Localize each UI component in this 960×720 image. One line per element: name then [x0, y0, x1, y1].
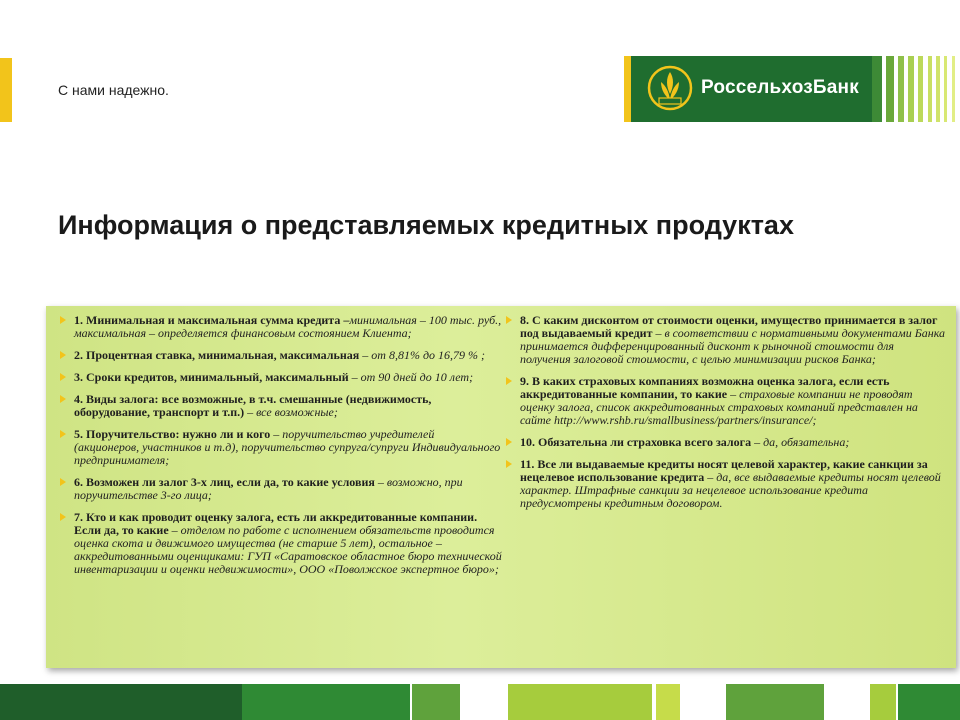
left-column [60, 314, 502, 585]
info-panel [46, 306, 956, 668]
list-item: 10. Обязательна ли страховка всего залога – да, обязательна; [506, 436, 946, 449]
list-item: 8. С каким дисконтом от стоимости оценки, имущество принимается в залог под выдаваемый кредит – в соответствии с нормативными документами Банка принимается дифференцированный дисконт к рыночной стоимости для получения залоговой стоимости, с целью минимизации рисков Банка; [506, 314, 946, 366]
list-item: 11. Все ли выдаваемые кредиты носят целевой характер, какие санкции за нецелевое использование кредита – да, все выдаваемые кредиты носят целевой характер. Штрафные санкции за нецелевое использование кредита предусмотрены кредитным договором. [506, 458, 946, 510]
page-title: Информация о представляемых кредитных продуктах [58, 210, 794, 240]
list-item: 4. Виды залога: все возможные, в т.ч. смешанные (недвижимость, оборудование, транспорт и т.п.) – все возможные; [60, 393, 502, 419]
list-item: 2. Процентная ставка, минимальная, максимальная – от 8,81% до 16,79 % ; [60, 349, 502, 362]
bullet-icon [60, 478, 66, 486]
bullet-icon [506, 377, 512, 385]
footer-color-bars [0, 684, 960, 720]
logo-text: РоссельхозБанк [701, 77, 859, 98]
tagline: С нами надежно. [58, 82, 169, 98]
bullet-icon [60, 395, 66, 403]
bullet-icon [60, 373, 66, 381]
list-item: 5. Поручительство: нужно ли и кого – поручительство учредителей (акционеров, участников и т.д), поручительство супруга/супруги Индивидуального предпринимателя; [60, 428, 502, 467]
bullet-icon [506, 460, 512, 468]
list-item: 3. Сроки кредитов, минимальный, максимальный – от 90 дней до 10 лет; [60, 371, 502, 384]
bullet-icon [60, 351, 66, 359]
bullet-icon [506, 438, 512, 446]
logo-box [624, 56, 872, 122]
bullet-icon [60, 513, 66, 521]
list-item: 1. Минимальная и максимальная сумма кредита –минимальная – 100 тыс. руб., максимальная – определяется финансовым состоянием Клиента; [60, 314, 502, 340]
bullet-icon [60, 430, 66, 438]
left-accent-bar [0, 58, 12, 122]
bullet-icon [506, 316, 512, 324]
right-column [506, 314, 946, 519]
bank-logo [624, 56, 960, 122]
list-item: 6. Возможен ли залог 3-х лиц, если да, то какие условия – возможно, при поручительстве 3-го лица; [60, 476, 502, 502]
bullet-icon [60, 316, 66, 324]
list-item: 9. В каких страховых компаниях возможна оценка залога, если есть аккредитованные компании, то какие – страховые компании не проводят оценку залога, список аккредитованных страховых компаний представлен на сайте http://www.rshb.ru/smallbusiness/partners/insurance/; [506, 375, 946, 427]
list-item: 7. Кто и как проводит оценку залога, есть ли аккредитованные компании. Если да, то какие – отделом по работе с исполнением обязательств проводится оценка скота и движимого имущества (не старше 5 лет), остальное – аккредитованными оценщиками: ГУП «Саратовское областное бюро технической инвентаризации и оценки недвижимости», ООО «Поволжское экспертное бюро»; [60, 511, 502, 576]
logo-stripes [872, 56, 960, 122]
wheat-emblem-icon [647, 64, 693, 112]
